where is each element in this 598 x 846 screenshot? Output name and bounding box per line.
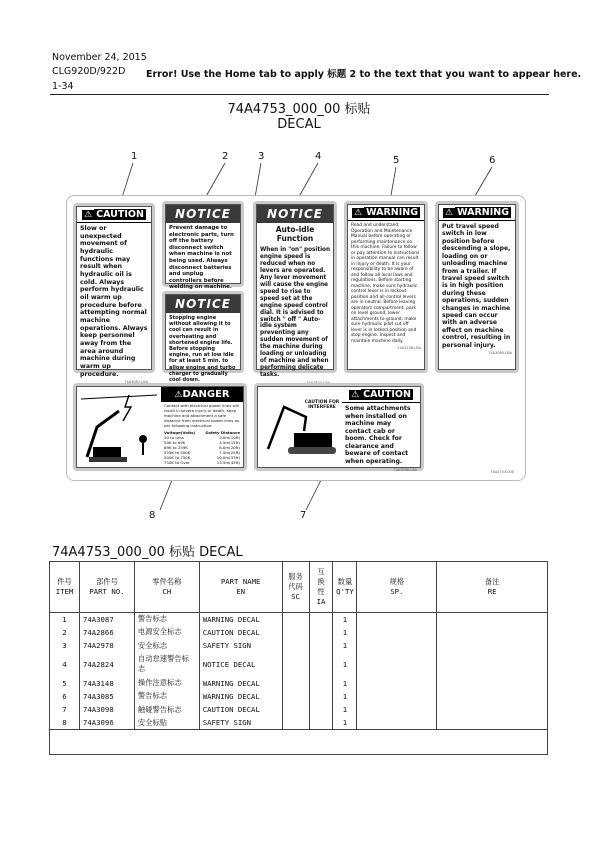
callout-6: 6 [489,155,496,166]
decal-5-heading: WARNING [366,207,419,218]
table-row [50,626,548,639]
decal-1-heading: CAUTION [96,209,144,220]
decal-2-heading: NOTICE [166,205,240,223]
caution-triangle-icon: ⚠ [84,210,93,220]
decal-7-picture-label: CAUTION FOR INTERFERE [304,400,340,410]
table-row [50,613,548,626]
cell-item: 8 [50,716,80,729]
cell-qty: 1 [333,639,357,652]
decal-8-heading: DANGER [182,389,230,400]
warning-triangle-icon: ⚠ [353,208,363,218]
table-row [50,676,548,689]
cell-item: 2 [50,626,80,639]
callout-4: 4 [315,151,322,162]
decal-notice-auto-idle [253,201,337,379]
cell-item: 7 [50,703,80,716]
decal-warning-travel-speed [435,201,519,373]
excavator-interference-icon [258,387,342,467]
cell-ch: 安全标志 [134,639,199,652]
decal-6-code: 74A3085-LBA [488,351,512,356]
caution-triangle-icon: ⚠ [351,390,360,400]
cell-qty: 1 [333,626,357,639]
decal-5-text: Read and understand Operation and Maintenance Manual before operating or performing maintenance on this machine. Failure to follow or pay attention to instructions in operation manual can result in injury or death. It is your responsibility to be aware of and follow all local laws and regulations. Before starting machine, make sure hydraulic control lever is in lockout position and all control levers are in neutral. Before leaving operators compartment, park on level ground, lower attachments to ground, make sure hydraulic pilot cut off lever is in locked position and stop engine. Inspect and maintain machine daily. [351,223,420,344]
column-header-2: 零件名称 CH [134,562,199,613]
cell-qty: 1 [333,703,357,716]
cell-part: 74A2866 [79,626,134,639]
column-header-7: 规格 SP. [357,562,437,613]
decal-notice-engine-cool [162,291,244,384]
cell-part: 74A3085 [79,690,134,703]
cell-ch: 警告标志 [134,690,199,703]
danger-triangle-icon: ⚠ [174,390,183,400]
cell-en: WARNING DECAL [199,676,282,689]
decal-warning-manual [344,201,428,373]
table-header-row [50,562,548,613]
cell-part: 74A2824 [79,652,134,676]
decal-7-heading: CAUTION [363,389,411,400]
safety-distance-row: 50K to 69K 4.5m(15ft) [164,440,240,446]
table-body [50,613,548,755]
distance-header: Safety Distance [205,430,240,436]
cell-ch: 操作注意标志 [134,676,199,689]
decal-8-text: Contact with electrical power lines will result in severe injury or death. Keep machine and attachment a safe distance from electrical power lines as per following instruction: [164,403,240,428]
decal-4-text: When in "on" position engine speed is reduced when no levers are operated. Any lever movement will cause the engine speed to rise to speed set at the engine speed control dial. It is advised to switch " off " Auto-idle system preventing any sudden movement of the machine during loading or unloading of machine and when performing delicate tasks. [260,247,330,379]
table-blank-row [50,730,548,755]
cell-en: CAUTION DECAL [199,703,282,716]
decal-diagram [0,140,598,530]
decal-5-code: 74A3148-LBA [397,346,421,350]
cell-ch: 自动怠速警告标志 [134,652,199,676]
header-divider [50,94,549,95]
sheet-code: 74A4753-000 [490,470,514,474]
column-header-0: 件号 ITEM [50,562,80,613]
warning-triangle-icon: ⚠ [444,208,454,218]
decal-6-heading: WARNING [457,207,510,218]
cell-item: 5 [50,676,80,689]
decal-2-text: Prevent damage to electronic parts, turn off the battery disconnect switch when machine is not being used. Always disconnect batteries and unplug controllers before welding on machine. [169,225,234,291]
table-title: 74A4753_000_00 标贴 DECAL [52,545,243,560]
cell-en: NOTICE DECAL [199,652,282,676]
cell-en: WARNING DECAL [199,690,282,703]
table-row [50,703,548,716]
callout-2: 2 [222,151,229,162]
cell-part: 74A3096 [79,716,134,729]
cell-en: WARNING DECAL [199,613,282,626]
safety-distance-row: 750K to Over 13.5m(45ft) [164,460,240,466]
cell-qty: 1 [333,676,357,689]
cell-item: 3 [50,639,80,652]
safety-distance-row: 259K to 500K 7.5m(25ft) [164,450,240,456]
page-title-part-number: 74A4753_000_00 标贴 [227,102,371,117]
safety-distance-rows [161,435,243,465]
cell-part: 74A3098 [79,703,134,716]
decal-3-heading: NOTICE [166,295,240,313]
safety-distance-row: 500K to 750K 10.0m(33ft) [164,455,240,461]
parts-table [49,561,548,755]
callout-7: 7 [300,510,307,521]
column-header-8: 备注 RE [437,562,548,613]
header-date: November 24, 2015 [52,52,147,63]
table-row [50,652,548,676]
header-page-number: 1-34 [52,81,74,92]
decal-notice-battery [162,201,244,291]
decal-4-subheading: Auto-idle Function [275,225,315,243]
cell-ch: 安全标贴 [134,716,199,729]
callout-1: 1 [131,151,138,162]
decal-1-text: Slow or unexpected movement of hydraulic functions may result when hydraulic oil is cold. Always perform hydraulic oil warm up procedure before attempting normal machine operations. Always keep personnel away from the area around machine during warm up procedure. [80,225,148,378]
decal-caution-hydraulic [73,203,155,378]
header-model: CLG920D/922D [52,66,126,77]
decal-6-text: Put travel speed switch in low position before descending a slope, loading on or unloading machine from a trailer. If travel speed switch is in high position during these operations, sudden changes in machine speed can occur with an adverse effect on machine control, resulting in personal injury. [442,223,511,349]
callout-5: 5 [393,155,400,166]
table-row [50,716,548,729]
cell-item: 1 [50,613,80,626]
cell-item: 4 [50,652,80,676]
cell-ch: 电源安全标志 [134,626,199,639]
safety-distance-row: 69K to 259K 6.0m(20ft) [164,445,240,451]
cell-qty: 1 [333,613,357,626]
power-line-hazard-icon [77,387,161,467]
decal-7-text: Some attachments when installed on machine may contact cab or boom. Check for clearance and beware of contact when operating. [345,405,411,465]
decal-4-heading: NOTICE [257,205,333,223]
column-header-6: 数量 Q'TY [333,562,357,613]
callout-3: 3 [258,151,265,162]
cell-part: 74A3148 [79,676,134,689]
header-error-text: Error! Use the Home tab to apply 标题 2 to the text that you want to appear here. [146,69,582,80]
decal-caution-interfere [254,383,424,471]
table-row [50,690,548,703]
cell-en: SAFETY SIGN [199,716,282,729]
cell-qty: 1 [333,690,357,703]
cell-qty: 1 [333,652,357,676]
column-header-1: 部件号 PART NO. [79,562,134,613]
safety-distance-row: 50 to Less 3.0m(10ft) [164,435,240,441]
cell-ch: 触碰警告标志 [134,703,199,716]
cell-en: CAUTION DECAL [199,626,282,639]
decal-sheet [66,195,526,481]
table-row [50,639,548,652]
cell-qty: 1 [333,716,357,729]
decal-7-code: 74A3098-LBA [393,467,417,472]
column-header-4: 服务 代码 SC [282,562,309,613]
cell-ch: 警告标志 [134,613,199,626]
column-header-3: PART NAME EN [199,562,282,613]
cell-part: 74A3087 [79,613,134,626]
cell-item: 6 [50,690,80,703]
page-title-name: DECAL [277,117,321,132]
decal-3-text: Stopping engine without allowing it to cool can result in overheating and shortened engine life. Before stopping engine, run at low idle for at least 5 min. to allow engine and turbo charger to gradually cool down. [169,315,236,384]
cell-part: 74A2978 [79,639,134,652]
decal-danger-power-lines [73,383,247,471]
cell-en: SAFETY SIGN [199,639,282,652]
voltage-header: Voltage(Volts) [164,430,196,436]
callout-8: 8 [149,510,156,521]
column-header-5: 互 换 性 IA [309,562,333,613]
